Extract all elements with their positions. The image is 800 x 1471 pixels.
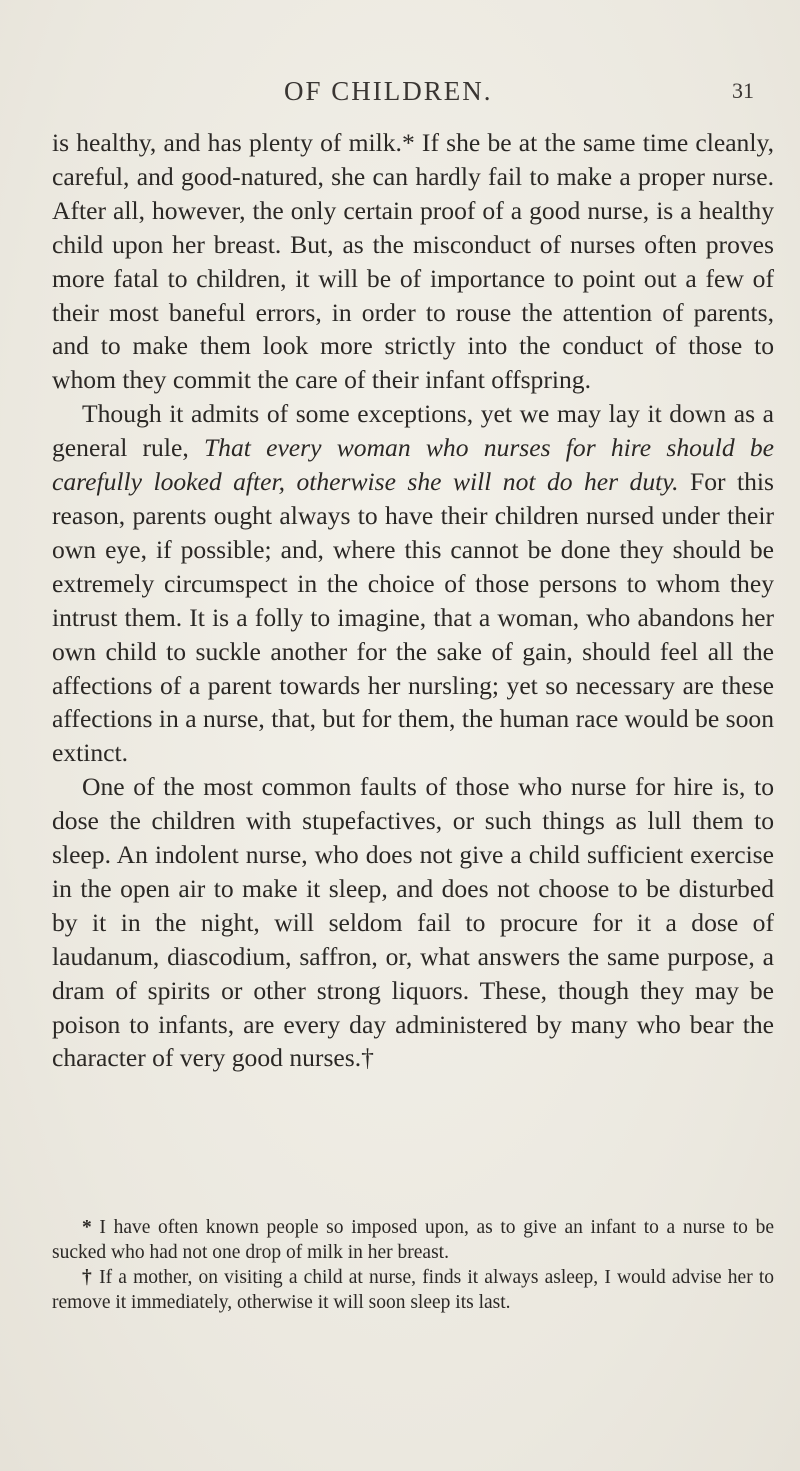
- footnotes: [52, 1215, 774, 1315]
- paragraph-2: [52, 397, 774, 770]
- body-text: [52, 126, 774, 1075]
- page-number: 31: [732, 78, 754, 103]
- running-head: [0, 76, 800, 116]
- footnote-1: [52, 1215, 774, 1265]
- paragraph-2-end: For this reason, parents ought always to have their children nursed under their own eye, if possible; and, where this cannot be done they should be extremely circumspect in the choice of those persons to whom they intrust them. It is a folly to imagine, that a woman, who abandons her own child to suckle another for the sake of gain, should feel all the affections of a parent towards her nursling; yet so necessary are these affections in a nurse, that, but for them, the human race would be soon extinct.: [52, 467, 774, 768]
- footnote-1-text: I have often known people so imposed upon, as to give an infant to a nurse to be sucked who had not one drop of milk in her breast.: [52, 1217, 774, 1263]
- footnote-2-text: If a mother, on visiting a child at nurse, finds it always asleep, I would advise her to remove it immediately, otherwise it will soon sleep its last.: [52, 1267, 774, 1313]
- footnote-2: [52, 1265, 774, 1315]
- paragraph-1: is healthy, and has plenty of milk.* If she be at the same time cleanly, careful, and good-natured, she can hardly fail to make a proper nurse. After all, however, the only certain proof of a good nurse, is a healthy child upon her breast. But, as the misconduct of nurses often proves more fatal to children, it will be of importance to point out a few of their most baneful errors, in order to rouse the attention of parents, and to make them look more strictly into the conduct of those to whom they commit the care of their infant offspring.: [52, 128, 774, 395]
- paragraph-2-italic-rule: That every woman who nurses for hire should be carefully looked after, otherwise she will not do her duty.: [52, 433, 775, 497]
- running-title: OF CHILDREN.: [284, 76, 493, 106]
- footnote-2-mark: †: [82, 1267, 94, 1288]
- paragraph-3: One of the most common faults of those who nurse for hire is, to dose the children with stupefactives, or such things as lull them to sleep. An indolent nurse, who does not give a child sufficient exercise in the open air to make it sleep, and does not choose to be disturbed by it in the night, will seldom fail to procure for it a dose of laudanum, diascodium, saffron, or, what answers the same purpose, a dram of spirits or other strong liquors. These, though they may be poison to infants, are every day administered by many who bear the character of very good nurses.†: [52, 772, 774, 1073]
- footnote-1-mark: *: [82, 1217, 92, 1238]
- paragraph-2-start: Though it admits of some exceptions, yet we may lay it down as a general rule,: [52, 399, 774, 463]
